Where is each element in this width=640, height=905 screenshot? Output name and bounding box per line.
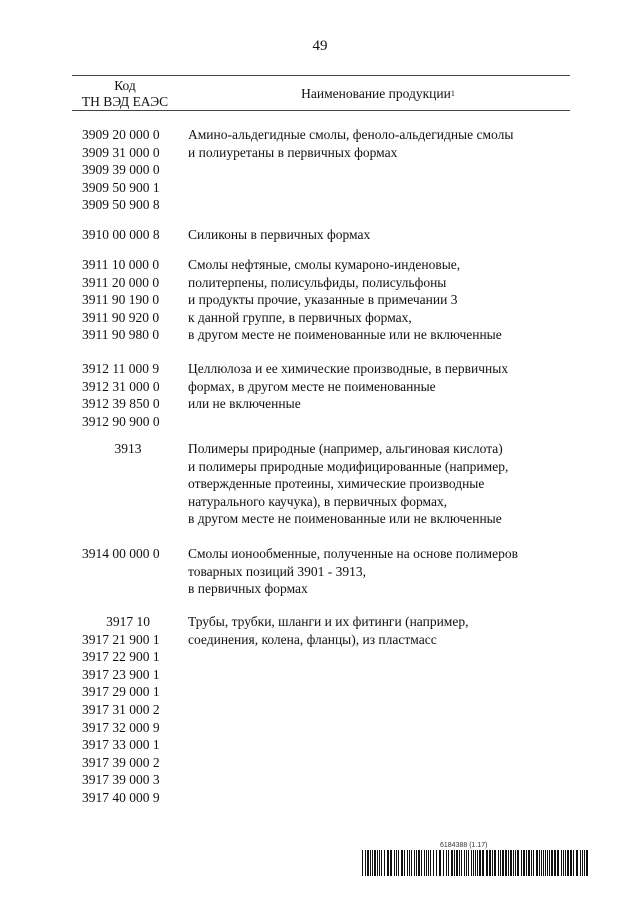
code-list xyxy=(82,613,174,807)
barcode-label: 6184388 (1.17) xyxy=(440,842,488,849)
code-list xyxy=(82,256,174,344)
code-item: 3917 21 900 1 xyxy=(82,631,160,647)
code-item: 3909 39 000 0 xyxy=(82,162,160,178)
code-item: 3909 50 900 8 xyxy=(82,197,160,213)
description-line: соединения, колена, фланцы), из пластмасс xyxy=(188,631,437,647)
barcode-image xyxy=(362,850,590,876)
description-line: в другом месте не поименованные или не включенные xyxy=(188,511,502,527)
description-line: товарных позиций 3901 - 3913, xyxy=(188,563,367,579)
code-list xyxy=(82,545,174,563)
description-line: в другом месте не поименованные или не включенные xyxy=(188,327,502,343)
code-item: 3912 90 900 0 xyxy=(82,413,160,429)
description-line: Целлюлоза и ее химические производные, в первичных xyxy=(188,361,509,376)
code-item: 3911 90 190 0 xyxy=(82,292,160,308)
product-description xyxy=(188,613,568,648)
product-description xyxy=(188,545,568,598)
header-code-cell xyxy=(72,78,178,110)
code-item: 3912 11 000 9 xyxy=(82,361,160,376)
description-line: Смолы ионообменные, полученные на основе полимеров xyxy=(188,546,518,561)
product-description xyxy=(188,126,568,161)
table-header-rule xyxy=(72,110,570,111)
description-line: натурального каучука), в первичных формах, xyxy=(188,493,448,509)
code-item: 3911 20 000 0 xyxy=(82,274,160,290)
code-item: 3909 31 000 0 xyxy=(82,144,160,160)
code-item: 3917 29 000 1 xyxy=(82,684,160,700)
code-item: 3917 10 xyxy=(106,614,150,629)
code-item: 3917 33 000 1 xyxy=(82,737,160,753)
header-name-label: Наименование продукции xyxy=(301,86,451,101)
table-top-rule xyxy=(72,75,570,76)
code-item: 3910 00 000 8 xyxy=(82,227,160,242)
description-line: Трубы, трубки, шланги и их фитинги (например, xyxy=(188,614,469,629)
product-description xyxy=(188,360,568,413)
code-item: 3917 40 000 9 xyxy=(82,789,160,805)
header-code-line2: ТН ВЭД ЕАЭС xyxy=(81,94,169,109)
description-line: формах, в другом месте не поименованные xyxy=(188,378,436,394)
code-item: 3917 22 900 1 xyxy=(82,649,160,665)
description-line: и полиуретаны в первичных формах xyxy=(188,144,398,160)
header-code-line1: Код xyxy=(114,78,136,93)
description-line: Смолы нефтяные, смолы кумароно-инденовые, xyxy=(188,257,461,272)
description-line: и полимеры природные модифицированные (например, xyxy=(188,458,509,474)
header-name-cell xyxy=(188,86,568,102)
code-item: 3917 23 900 1 xyxy=(82,666,160,682)
header-footnote-mark: 1 xyxy=(450,89,455,98)
description-line: в первичных формах xyxy=(188,581,308,597)
description-line: Амино-альдегидные смолы, феноло-альдегидные смолы xyxy=(188,127,514,142)
code-list xyxy=(82,126,174,214)
description-line: и продукты прочие, указанные в примечании 3 xyxy=(188,292,458,308)
product-description xyxy=(188,256,568,344)
code-item: 3917 31 000 2 xyxy=(82,701,160,717)
product-description xyxy=(188,226,568,244)
code-item: 3909 20 000 0 xyxy=(82,127,160,142)
code-item: 3913 xyxy=(114,441,142,456)
code-item: 3917 39 000 2 xyxy=(82,754,160,770)
code-item: 3912 31 000 0 xyxy=(82,378,160,394)
code-list xyxy=(82,360,174,430)
code-list xyxy=(82,440,174,458)
description-line: Полимеры природные (например, альгиновая кислота) xyxy=(188,441,503,456)
code-item: 3917 32 000 9 xyxy=(82,719,160,735)
description-line: отвержденные протеины, химические производные xyxy=(188,476,485,492)
code-item: 3914 00 000 0 xyxy=(82,546,160,561)
code-item: 3911 90 980 0 xyxy=(82,327,160,343)
description-line: или не включенные xyxy=(188,396,301,412)
code-item: 3912 39 850 0 xyxy=(82,396,160,412)
product-description xyxy=(188,440,568,528)
description-line: Силиконы в первичных формах xyxy=(188,227,371,242)
description-line: к данной группе, в первичных формах, xyxy=(188,309,412,325)
page-number: 49 xyxy=(312,38,328,54)
code-list xyxy=(82,226,174,244)
description-line: политерпены, полисульфиды, полисульфоны xyxy=(188,274,447,290)
code-item: 3911 90 920 0 xyxy=(82,309,160,325)
code-item: 3909 50 900 1 xyxy=(82,179,160,195)
code-item: 3911 10 000 0 xyxy=(82,257,160,272)
code-item: 3917 39 000 3 xyxy=(82,772,160,788)
